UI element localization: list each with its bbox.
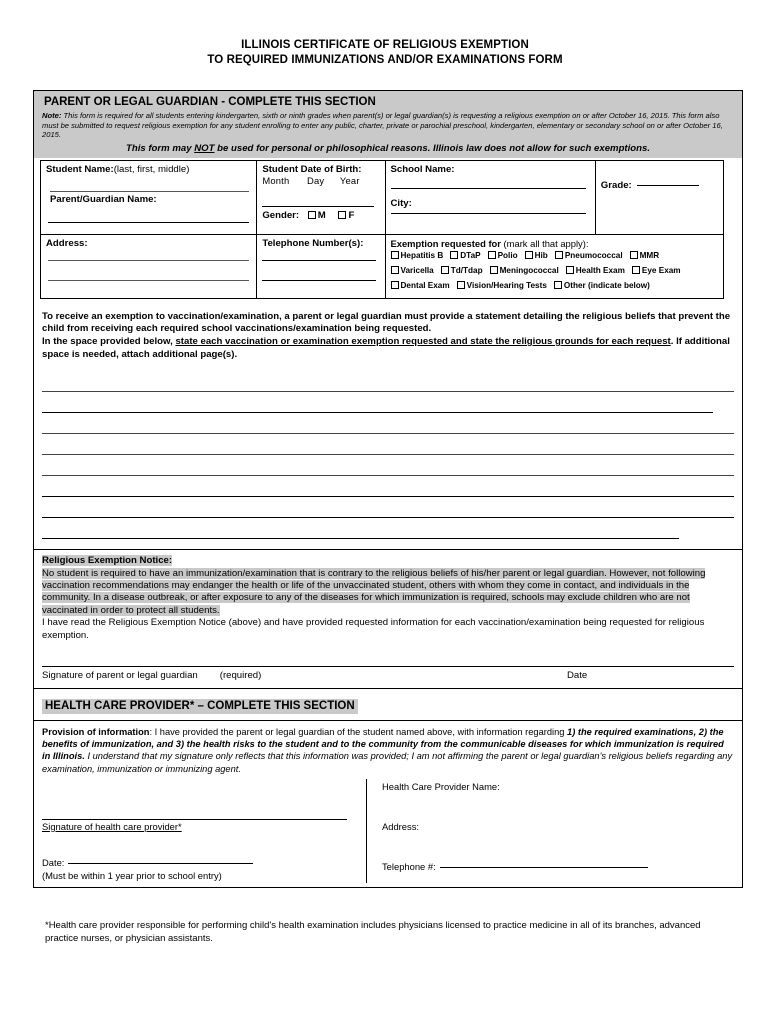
gender-row xyxy=(262,207,379,221)
parent-signature-input-line[interactable] xyxy=(42,666,734,667)
provision-label: Provision of information xyxy=(42,727,150,737)
checkbox-icon[interactable] xyxy=(566,266,574,274)
exemption-option-label: Other (indicate below) xyxy=(563,280,650,290)
city-input-line[interactable] xyxy=(391,213,586,214)
dob-month-label: Month xyxy=(262,174,290,186)
provider-date-input-line[interactable] xyxy=(68,863,253,864)
warning-not: NOT xyxy=(194,142,215,154)
telephone-input-line-1[interactable] xyxy=(262,260,375,261)
exemption-option[interactable] xyxy=(488,251,518,260)
student-name-hint: (last, first, middle) xyxy=(113,163,190,175)
provision-p2: I understand that my signature only reflects that this information was provided; I am not affirming the parent or legal guardian's religious beliefs regarding any examination, immunization or immunizing agent. xyxy=(42,751,733,774)
parent-section-header: PARENT OR LEGAL GUARDIAN - COMPLETE THIS SECTION xyxy=(44,96,376,108)
telephone-cell[interactable] xyxy=(257,234,385,298)
note-label: Note: xyxy=(42,111,62,120)
exemption-option[interactable] xyxy=(457,281,547,290)
gender-male-option[interactable] xyxy=(308,210,326,221)
parent-section-band xyxy=(34,91,742,158)
checkbox-icon[interactable] xyxy=(391,281,399,289)
writing-line[interactable] xyxy=(42,455,734,476)
provider-section-band xyxy=(34,688,742,720)
exemption-option-label: Meningococcal xyxy=(499,265,559,275)
exemption-option[interactable] xyxy=(441,266,483,275)
exemption-option-label: Health Exam xyxy=(575,265,625,275)
checkbox-icon[interactable] xyxy=(554,281,562,289)
exemption-option[interactable] xyxy=(554,281,650,290)
form-container xyxy=(33,90,743,888)
student-name-text: Student Name: xyxy=(46,163,114,175)
provider-name-label: Health Care Provider Name: xyxy=(382,780,500,792)
exemption-row-3 xyxy=(391,281,719,290)
dob-cell[interactable] xyxy=(257,160,385,234)
exemption-heading xyxy=(391,238,719,249)
grade-input-line[interactable] xyxy=(637,185,699,186)
writing-line[interactable] xyxy=(42,518,679,539)
parent-section-warning xyxy=(34,140,742,154)
address-label: Address: xyxy=(46,237,88,249)
provider-name-field[interactable] xyxy=(382,781,734,793)
exemption-row-2 xyxy=(391,266,719,275)
school-name-input-line[interactable] xyxy=(391,188,586,189)
parent-signature-labels xyxy=(42,670,734,684)
provider-telephone-input-line[interactable] xyxy=(440,867,648,868)
instructions-paragraph-2 xyxy=(42,336,734,361)
parent-guardian-label: Parent/Guardian Name: xyxy=(50,193,157,205)
checkbox-icon[interactable] xyxy=(391,266,399,274)
grade-label: Grade: xyxy=(600,179,632,191)
address-cell[interactable] xyxy=(41,234,257,298)
checkbox-icon[interactable] xyxy=(555,251,563,259)
exemption-option[interactable] xyxy=(450,251,480,260)
title-line-1: ILLINOIS CERTIFICATE OF RELIGIOUS EXEMPTION xyxy=(241,39,529,51)
exemption-heading-bold: Exemption requested for xyxy=(390,237,501,249)
checkbox-icon[interactable] xyxy=(391,251,399,259)
writing-line[interactable] xyxy=(42,371,734,392)
provider-address-label: Address: xyxy=(382,821,419,833)
provider-signature-label: Signature of health care provider* xyxy=(42,820,182,832)
school-name-cell[interactable] xyxy=(385,160,595,234)
provider-section-header: HEALTH CARE PROVIDER* – COMPLETE THIS SECTION xyxy=(42,699,358,714)
gender-male-label: M xyxy=(317,209,326,221)
instructions-p2-post: . If additional space is needed, attach additional page(s). xyxy=(42,335,730,360)
title-line-2: TO REQUIRED IMMUNIZATIONS AND/OR EXAMINATIONS FORM xyxy=(207,54,563,66)
exemption-option[interactable] xyxy=(391,251,444,260)
checkbox-icon[interactable] xyxy=(457,281,465,289)
student-info-table xyxy=(40,160,724,299)
writing-line[interactable] xyxy=(42,413,734,434)
exemption-option[interactable] xyxy=(391,266,434,275)
exemption-option-label: DTaP xyxy=(460,250,481,260)
student-name-label xyxy=(46,164,251,175)
warning-pre: This form may xyxy=(125,142,195,154)
writing-line[interactable] xyxy=(42,497,734,518)
exemption-option[interactable] xyxy=(490,266,559,275)
note-text: This form is required for all students entering kindergarten, sixth or ninth grades when parent(s) or legal guardian(s) is requesting a religious exemption on or after October 16, 2015. This form also must be submitted to request religious exemption for any student enrolling to enter any public, charter, private or parochial preschool, kindergarten, elementary or secondary school on or after October 16, 2015. xyxy=(42,111,723,140)
instructions-paragraph-1: To receive an exemption to vaccination/examination, a parent or legal guardian must provide a statement detailing the religious beliefs that prevent the child from receiving each required school vaccinations/examination being requested. xyxy=(42,310,731,335)
provider-fields-region xyxy=(42,779,734,887)
exemption-option-label: Dental Exam xyxy=(400,280,450,290)
provision-bold-italic: 1) the required examinations, 2) the benefits of immunization, and 3) the health risks to the student and to the community from the communicable diseases for which immunization is required in Illinois. xyxy=(42,727,724,762)
exemption-option[interactable] xyxy=(566,266,625,275)
exemption-option-label: Vision/Hearing Tests xyxy=(466,280,547,290)
parent-section-note xyxy=(34,111,742,140)
exemption-row-1 xyxy=(391,251,719,260)
exemption-option-label: Td/Tdap xyxy=(450,265,483,275)
instructions-block xyxy=(34,303,742,361)
parent-guardian-input-line[interactable] xyxy=(48,222,249,223)
school-name-label: School Name: xyxy=(390,163,455,175)
provider-telephone-field[interactable] xyxy=(382,861,734,873)
address-input-line-2[interactable] xyxy=(48,280,249,281)
provider-column-divider xyxy=(366,779,367,883)
checkbox-icon[interactable] xyxy=(441,266,449,274)
exemption-option[interactable] xyxy=(555,251,623,260)
exemption-heading-rest: (mark all that apply): xyxy=(500,237,589,249)
dob-label: Student Date of Birth: xyxy=(262,163,362,175)
provider-telephone-label: Telephone #: xyxy=(382,861,436,873)
notice-highlight-wrap xyxy=(42,555,734,617)
provider-date-note: (Must be within 1 year prior to school entry) xyxy=(42,870,222,882)
address-input-line-1[interactable] xyxy=(48,260,249,261)
writing-line[interactable] xyxy=(42,434,734,455)
checkbox-icon[interactable] xyxy=(490,266,498,274)
exemption-option-label: Pneumococcal xyxy=(564,250,623,260)
checkbox-icon[interactable] xyxy=(632,266,640,274)
dob-year-label: Year xyxy=(339,174,360,186)
exemption-option[interactable] xyxy=(525,251,548,260)
exemption-option-label: Varicella xyxy=(400,265,434,275)
parent-signature-required: (required) xyxy=(219,670,262,681)
gender-female-option[interactable] xyxy=(338,210,354,221)
writing-line[interactable] xyxy=(42,392,713,413)
table-row xyxy=(41,234,724,298)
statement-writing-area[interactable] xyxy=(34,361,742,549)
provider-address-field[interactable] xyxy=(382,821,734,833)
exemption-option-label: Eye Exam xyxy=(641,265,681,275)
provider-date-row xyxy=(42,857,354,869)
table-row xyxy=(41,160,724,234)
grade-field xyxy=(601,164,718,191)
gender-label: Gender: xyxy=(262,209,300,221)
exemption-cell xyxy=(385,234,724,298)
dob-parts xyxy=(262,175,379,186)
exemption-option[interactable] xyxy=(391,281,450,290)
checkbox-icon[interactable] xyxy=(338,211,346,219)
provision-paragraph xyxy=(42,726,734,775)
parent-signature-label: Signature of parent or legal guardian xyxy=(42,670,198,681)
checkbox-icon[interactable] xyxy=(525,251,533,259)
exemption-option-label: Hepatitis B xyxy=(400,250,444,260)
exemption-option-label: Polio xyxy=(497,250,518,260)
exemption-option-label: MMR xyxy=(639,250,660,260)
exemption-option-label: Hib xyxy=(534,250,548,260)
exemption-option[interactable] xyxy=(630,251,660,260)
provider-date-label: Date: xyxy=(42,857,65,869)
footnote: *Health care provider responsible for performing child's health examination includes physicians licensed to practice medicine in all of its branches, advanced practice nurses, or physician assistants. xyxy=(45,920,701,944)
dob-day-label: Day xyxy=(307,174,325,186)
instructions-p2-underline: state each vaccination or examination exemption requested and state the religious grounds for each request xyxy=(175,335,671,347)
notice-body-plain: I have read the Religious Exemption Notice (above) and have provided requested information for each vaccination/examination being requested for religious exemption. xyxy=(42,617,705,641)
provider-section-body xyxy=(34,720,742,887)
instructions-p2-pre: In the space provided below, xyxy=(42,335,176,347)
checkbox-icon[interactable] xyxy=(450,251,458,259)
religious-exemption-notice xyxy=(34,550,742,652)
provision-p1: : I have provided the parent or legal guardian of the student named above, with information regarding xyxy=(149,727,568,737)
parent-signature-date-label: Date xyxy=(567,670,588,681)
notice-body-highlighted: No student is required to have an immunization/examination that is contrary to the religious beliefs of his/her parent or legal guardian. However, not following vaccination recommendations may endanger the health or life of the unvaccinated student, others with whom they come in contact, and individuals in the community. In a disease outbreak, or after exposure to any of the diseases for which immunization is required, schools may exclude children who are not vaccinated in order to protect all students. xyxy=(42,567,706,616)
warning-post: be used for personal or philosophical reasons. Illinois law does not allow for such exemptions. xyxy=(214,142,651,154)
grade-cell[interactable] xyxy=(595,160,723,234)
city-label: City: xyxy=(390,197,412,209)
gender-female-label: F xyxy=(348,209,355,221)
checkbox-icon[interactable] xyxy=(308,211,316,219)
checkbox-icon[interactable] xyxy=(630,251,638,259)
checkbox-icon[interactable] xyxy=(488,251,496,259)
notice-title: Religious Exemption Notice: xyxy=(42,555,173,567)
student-name-cell[interactable] xyxy=(41,160,257,234)
provider-right-column xyxy=(382,779,734,874)
parent-signature-area xyxy=(34,652,742,688)
student-info-region xyxy=(34,158,742,303)
exemption-option[interactable] xyxy=(632,266,681,275)
writing-line[interactable] xyxy=(42,476,734,497)
telephone-label: Telephone Number(s): xyxy=(262,237,364,249)
provider-left-column xyxy=(42,779,354,883)
page-title xyxy=(0,0,770,68)
telephone-input-line-2[interactable] xyxy=(262,280,375,281)
